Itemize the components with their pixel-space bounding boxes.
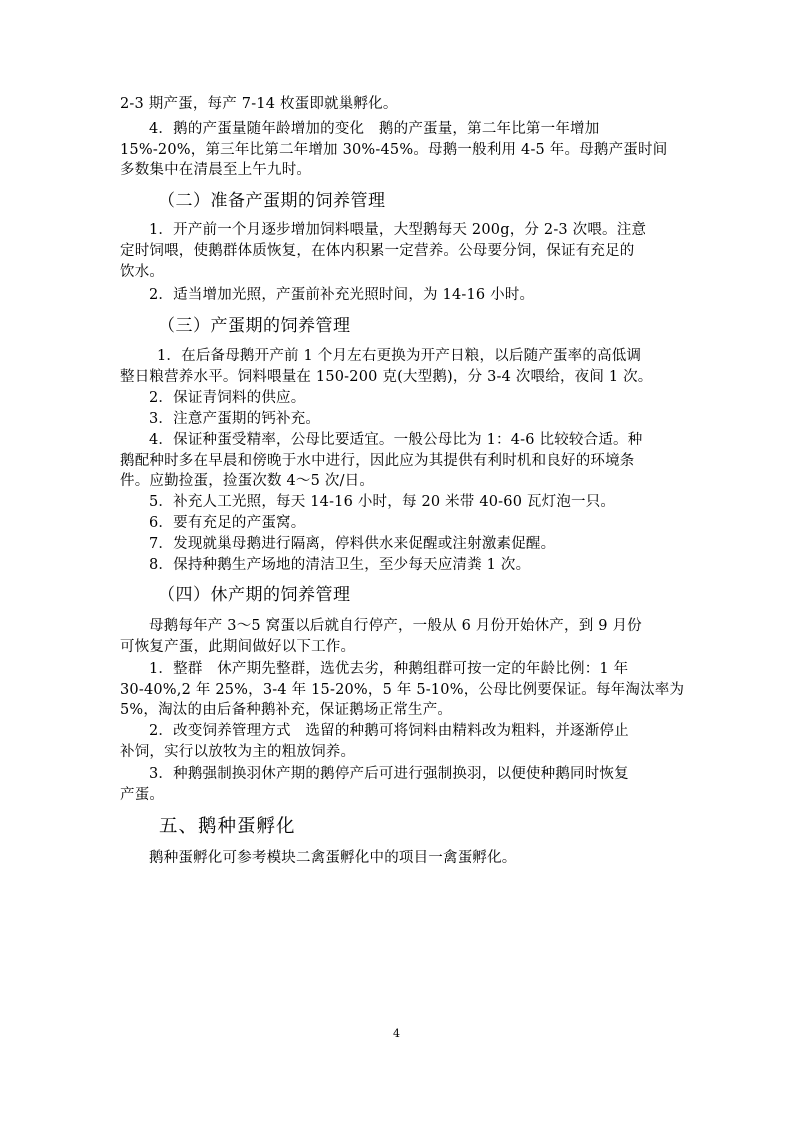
section-heading-3: （三）产蛋期的饲养管理 xyxy=(158,316,351,336)
section-heading-4: （四）休产期的饲养管理 xyxy=(158,585,351,605)
body-line: 4．保证种蛋受精率，公母比要适宜。一般公母比为 1：4-6 比较较合适。种 xyxy=(149,432,643,448)
body-line: 1．在后备母鹅开产前 1 个月左右更换为开产日粮，以后随产蛋率的高低调 xyxy=(157,348,642,364)
body-line: 2．改变饲养管理方式 选留的种鹅可将饲料由精料改为粗料，并逐渐停止 xyxy=(149,723,629,739)
body-line: 30-40%,2 年 25%，3-4 年 15-20%，5 年 5-10%，公母比例要保证。每年淘汰率为 xyxy=(120,682,685,698)
body-line: 7．发现就巢母鹅进行隔离，停料供水来促醒或注射激素促醒。 xyxy=(149,536,556,552)
body-line: 母鹅每年产 3～5 窝蛋以后就自行停产，一般从 6 月份开始休产，到 9 月份 xyxy=(149,618,642,634)
body-line: 多数集中在清晨至上午九时。 xyxy=(120,162,312,178)
page-number: 4 xyxy=(393,1027,400,1040)
body-line: 1．开产前一个月逐步增加饲料喂量，大型鹅每天 200g，分 2-3 次喂。注意 xyxy=(149,222,647,238)
body-line: 8．保持种鹅生产场地的清洁卫生，至少每天应清粪 1 次。 xyxy=(149,557,531,573)
chapter-heading-5: 五、鹅种蛋孵化 xyxy=(159,816,296,837)
body-line: 2．适当增加光照，产蛋前补充光照时间，为 14-16 小时。 xyxy=(149,287,535,303)
body-line: 饮水。 xyxy=(120,264,165,280)
body-line: 2．保证青饲料的供应。 xyxy=(149,390,306,406)
body-line: 定时饲喂，使鹅群体质恢复，在体内积累一定营养。公母要分饲，保证有充足的 xyxy=(120,243,635,259)
body-line: 鹅配种时多在早晨和傍晚于水中进行，因此应为其提供有利时机和良好的环境条 xyxy=(120,453,635,469)
body-line: 鹅种蛋孵化可参考模块二禽蛋孵化中的项目一禽蛋孵化。 xyxy=(149,850,517,866)
body-line: 5%，淘汰的由后备种鹅补充，保证鹅场正常生产。 xyxy=(120,702,453,718)
section-heading-2: （二）准备产蛋期的饲养管理 xyxy=(158,191,386,211)
body-line: 可恢复产蛋，此期间做好以下工作。 xyxy=(120,639,356,655)
body-line: 3．注意产蛋期的钙补充。 xyxy=(149,411,321,427)
body-line: 5．补充人工光照，每天 14-16 小时，每 20 米带 40-60 瓦灯泡一只。 xyxy=(149,494,616,510)
body-line: 产蛋。 xyxy=(120,787,165,803)
body-line: 补饲，实行以放牧为主的粗放饲养。 xyxy=(120,744,356,760)
body-line: 6．要有充足的产蛋窝。 xyxy=(149,515,306,531)
body-line: 15%-20%，第三年比第二年增加 30%-45%。母鹅一般利用 4-5 年。母鹅产蛋时间 xyxy=(120,142,668,158)
body-line: 2-3 期产蛋，每产 7-14 枚蛋即就巢孵化。 xyxy=(120,96,398,112)
body-line: 件。应勤捡蛋，捡蛋次数 4～5 次/日。 xyxy=(120,473,375,489)
body-line: 整日粮营养水平。饲料喂量在 150-200 克(大型鹅)，分 3-4 次喂给，夜间 1 次。 xyxy=(120,369,653,385)
body-line: 4．鹅的产蛋量随年龄增加的变化 鹅的产蛋量，第二年比第一年增加 xyxy=(149,121,600,137)
body-line: 1．整群 休产期先整群，选优去劣，种鹅组群可按一定的年龄比例：1 年 xyxy=(149,661,629,677)
body-line: 3．种鹅强制换羽休产期的鹅停产后可进行强制换羽，以便使种鹅同时恢复 xyxy=(149,766,629,782)
